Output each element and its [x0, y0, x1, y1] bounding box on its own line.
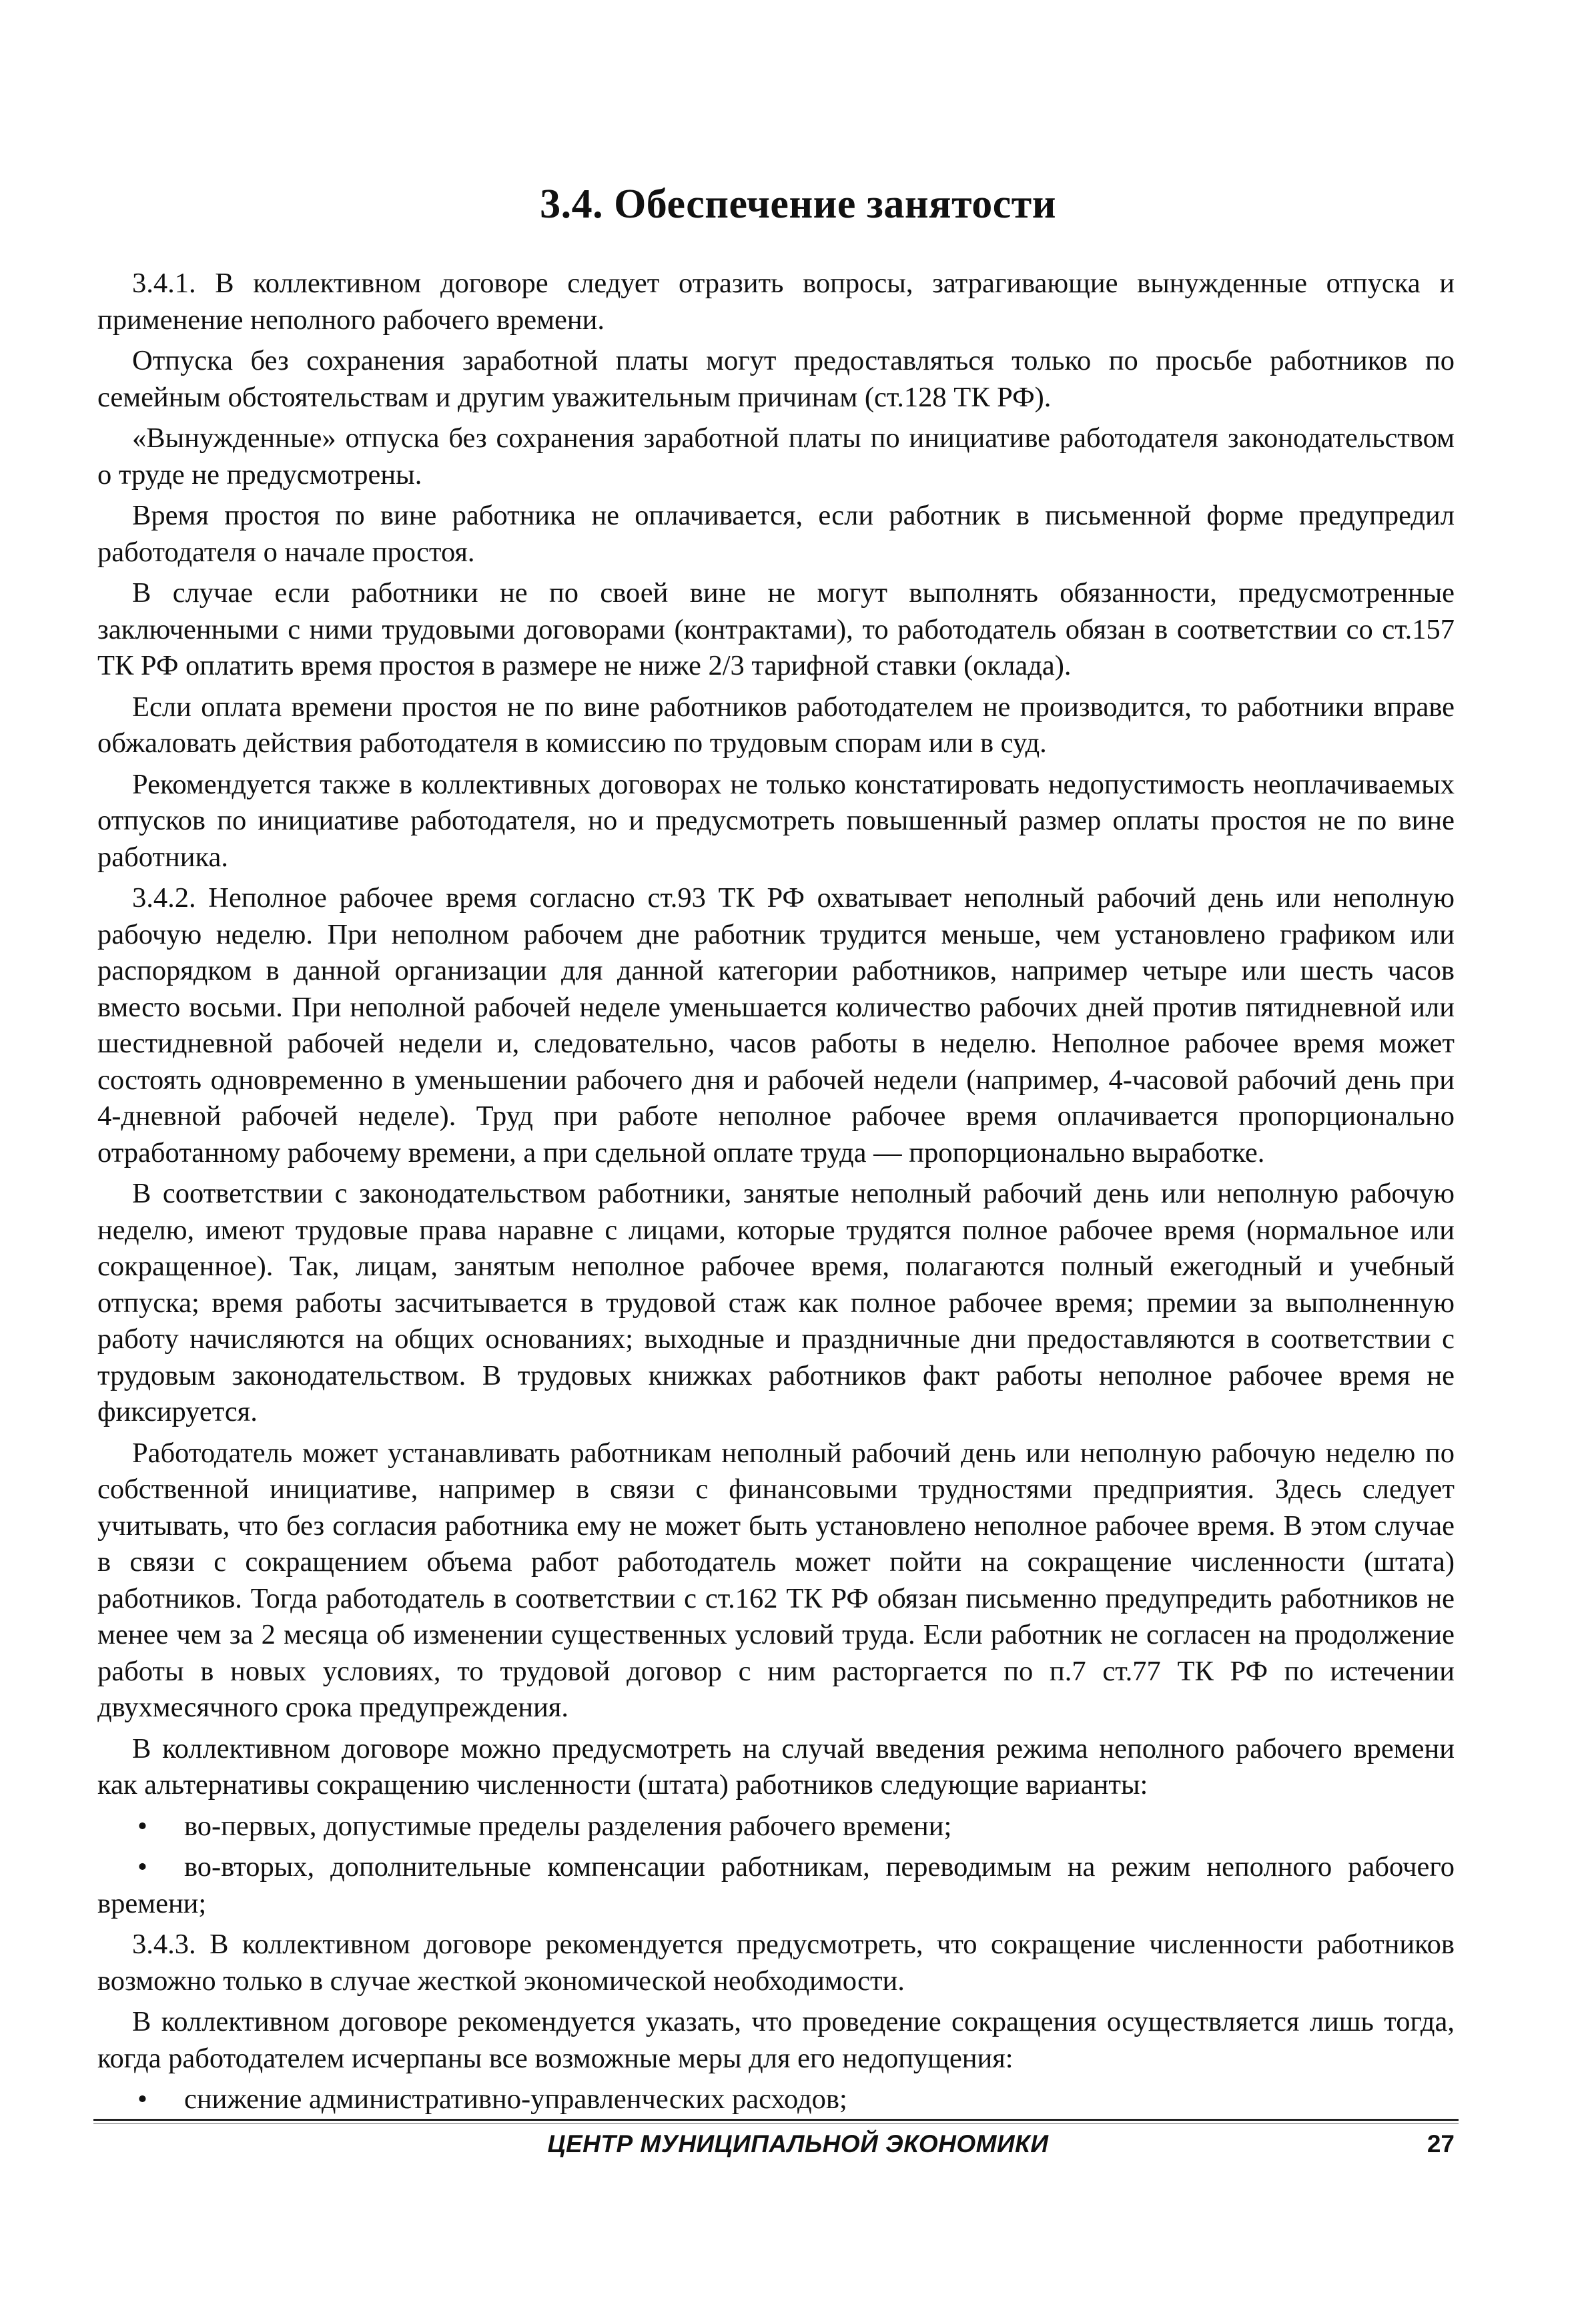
- list-item: [97, 1849, 1455, 1922]
- bullet-icon: •: [137, 1810, 147, 1842]
- paragraph: В коллективном договоре рекомендуется указать, что проведение сокращения осуществляется лишь тогда, когда работодателем исчерпаны все возможные меры для его недопущения:: [97, 2006, 1455, 2074]
- page-number: 27: [1427, 2130, 1455, 2158]
- list-item: [97, 2081, 1455, 2118]
- paragraph: «Вынужденные» отпуска без сохранения заработной платы по инициативе работодателя законодательством о труде не предусмотрены.: [97, 422, 1455, 490]
- footer-publisher: ЦЕНТР МУНИЦИПАЛЬНОЙ ЭКОНОМИКИ: [547, 2130, 1049, 2158]
- body-text: [97, 266, 1455, 2123]
- bullet-icon: •: [137, 1851, 147, 1883]
- paragraph: Если оплата времени простоя не по вине работников работодателем не производится, то работники вправе обжаловать действия работодателя в комиссию по трудовым спорам или в суд.: [97, 691, 1455, 759]
- paragraph: В соответствии с законодательством работники, занятые неполный рабочий день или неполную рабочую неделю, имеют трудовые права наравне с лицами, которые трудятся полное рабочее время (нормальное или сокращенное). Так, лицам, занятым неполное рабочее время, полагаются полный ежегодный и учебный отпуска; время работы засчитывается в трудовой стаж как полное рабочее время; премии за выполненную работу начисляются на общих основаниях; выходные и праздничные дни предоставляются в соответствии с трудовым законодательством. В трудовых книжках работников факт работы неполное рабочее время не фиксируется.: [97, 1178, 1455, 1427]
- list-item-text: во-вторых, дополнительные компенсации работникам, переводимым на режим неполного рабочего времени;: [97, 1851, 1455, 1919]
- list-item-text: во-первых, допустимые пределы разделения рабочего времени;: [184, 1810, 952, 1842]
- paragraph: Работодатель может устанавливать работникам неполный рабочий день или неполную рабочую неделю по собственной инициативе, например в связи с финансовыми трудностями предприятия. Здесь следует учитывать, что без согласия работника ему не может быть установлено неполное рабочее время. В этом случае в связи с сокращением объема работ работодатель может пойти на сокращение численности (штата) работников. Тогда работодатель в соответствии с ст.162 ТК РФ обязан письменно предупредить работников не менее чем за 2 месяца об изменении существенных условий труда. Если работник не согласен на продолжение работы в новых условиях, то трудовой договор с ним расторгается по п.7 ст.77 ТК РФ по истечении двухмесячного срока предупреждения.: [97, 1437, 1455, 1723]
- paragraph: 3.4.1. В коллективном договоре следует отразить вопросы, затрагивающие вынужденные отпуска и применение неполного рабочего времени.: [97, 268, 1455, 336]
- paragraph: Отпуска без сохранения заработной платы могут предоставляться только по просьбе работников по семейным обстоятельствам и другим уважительным причинам (ст.128 ТК РФ).: [97, 345, 1455, 413]
- list-item: [97, 1809, 1455, 1845]
- paragraph: Рекомендуется также в коллективных договорах не только констатировать недопустимость неоплачиваемых отпусков по инициативе работодателя, но и предусмотреть повышенный размер оплаты простоя не по вине работника.: [97, 768, 1455, 873]
- paragraph: В случае если работники не по своей вине не могут выполнять обязанности, предусмотренные заключенными с ними трудовыми договорами (контрактами), то работодатель обязан в соответствии со ст.157 ТК РФ оплатить время простоя в размере не ниже 2/3 тарифной ставки (оклада).: [97, 577, 1455, 681]
- paragraph: Время простоя по вине работника не оплачивается, если работник в письменной форме предупредил работодателя о начале простоя.: [97, 500, 1455, 568]
- footer-divider: [93, 2119, 1459, 2121]
- bullet-icon: •: [137, 2083, 147, 2115]
- paragraph: 3.4.3. В коллективном договоре рекомендуется предусмотреть, что сокращение численности работников возможно только в случае жесткой экономической необходимости.: [97, 1929, 1455, 1997]
- section-title: 3.4. Обеспечение занятости: [540, 182, 1056, 227]
- paragraph: 3.4.2. Неполное рабочее время согласно ст.93 ТК РФ охватывает неполный рабочий день или неполную рабочую неделю. При неполном рабочем дне работник трудится меньше, чем установлено графиком или распорядком в данной организации для данной категории работников, например четыре или шесть часов вместо восьми. При неполной рабочей неделе уменьшается количество рабочих дней против пятидневной или шестидневной рабочей недели и, следовательно, часов работы в неделю. Неполное рабочее время может состоять одновременно в уменьшении рабочего дня и рабочей недели (например, 4-часовой рабочий день при 4-дневной рабочей неделе). Труд при работе неполное рабочее время оплачивается пропорционально отработанному рабочему времени, а при сдельной оплате труда — пропорционально выработке.: [97, 882, 1455, 1169]
- paragraph: В коллективном договоре можно предусмотреть на случай введения режима неполного рабочего времени как альтернативы сокращению численности (штата) работников следующие варианты:: [97, 1732, 1455, 1800]
- list-item-text: снижение административно-управленческих расходов;: [184, 2083, 847, 2115]
